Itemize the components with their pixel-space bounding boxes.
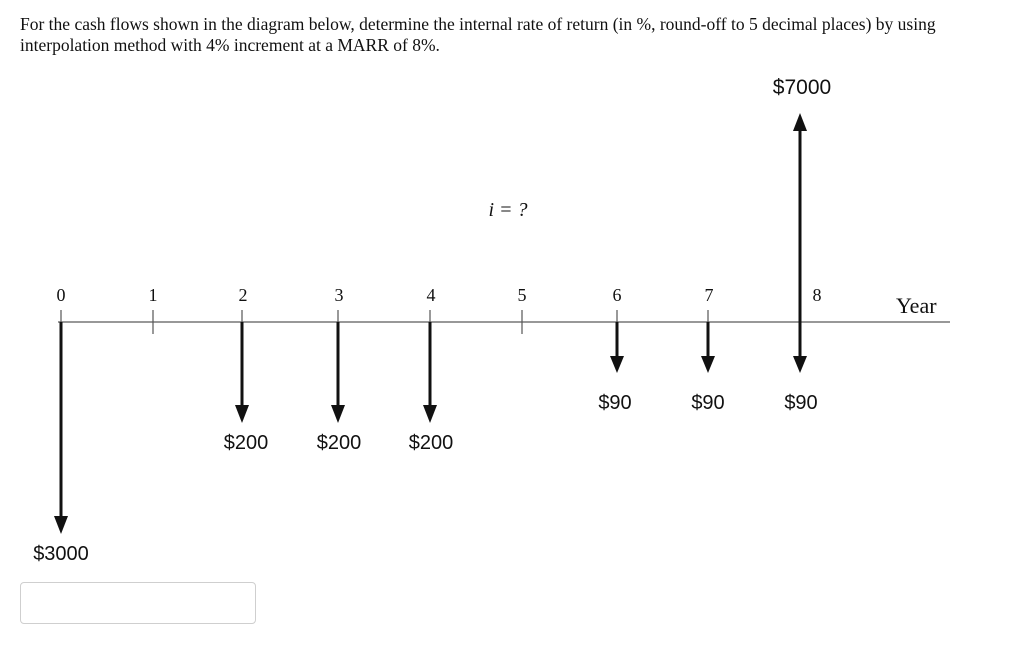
question-text: For the cash flows shown in the diagram below, determine the internal rate of return (in %, round-off to 5 decimal places) by using interpolation method with 4% increment at a MARR of 8%. <box>20 14 936 55</box>
amount-label-year-6: $90 <box>598 392 632 414</box>
year-label-6: 6 <box>612 285 622 305</box>
cash-flow-arrow-year-0 <box>54 322 68 534</box>
amount-label-year-3: $200 <box>316 432 362 454</box>
interest-rate-label: i = ? <box>488 199 528 221</box>
year-label-8: 8 <box>812 285 822 305</box>
cash-flow-arrow-year-8-up <box>793 113 807 322</box>
axis-label-year: Year <box>896 293 937 318</box>
cash-flow-arrow-year-4 <box>423 322 437 423</box>
cash-flow-arrow-year-3 <box>331 322 345 423</box>
cash-flow-arrow-year-8-down <box>793 322 807 373</box>
amount-label-year-4: $200 <box>408 432 454 454</box>
year-label-2: 2 <box>238 285 248 305</box>
amount-label-year-0: $3000 <box>33 543 89 565</box>
year-label-3: 3 <box>334 285 344 305</box>
amount-label-year-7: $90 <box>691 392 725 414</box>
amount-label-year-8-up: $7000 <box>772 76 832 99</box>
year-label-4: 4 <box>426 285 436 305</box>
cash-flow-arrow-year-7 <box>701 322 715 373</box>
answer-input[interactable] <box>20 582 256 624</box>
year-label-0: 0 <box>56 285 66 305</box>
amount-label-year-8-down: $90 <box>784 392 818 414</box>
year-label-1: 1 <box>148 285 158 305</box>
amount-label-year-2: $200 <box>223 432 269 454</box>
year-label-5: 5 <box>517 285 527 305</box>
year-label-7: 7 <box>704 285 714 305</box>
cash-flow-arrow-year-2 <box>235 322 249 423</box>
cash-flow-arrow-year-6 <box>610 322 624 373</box>
